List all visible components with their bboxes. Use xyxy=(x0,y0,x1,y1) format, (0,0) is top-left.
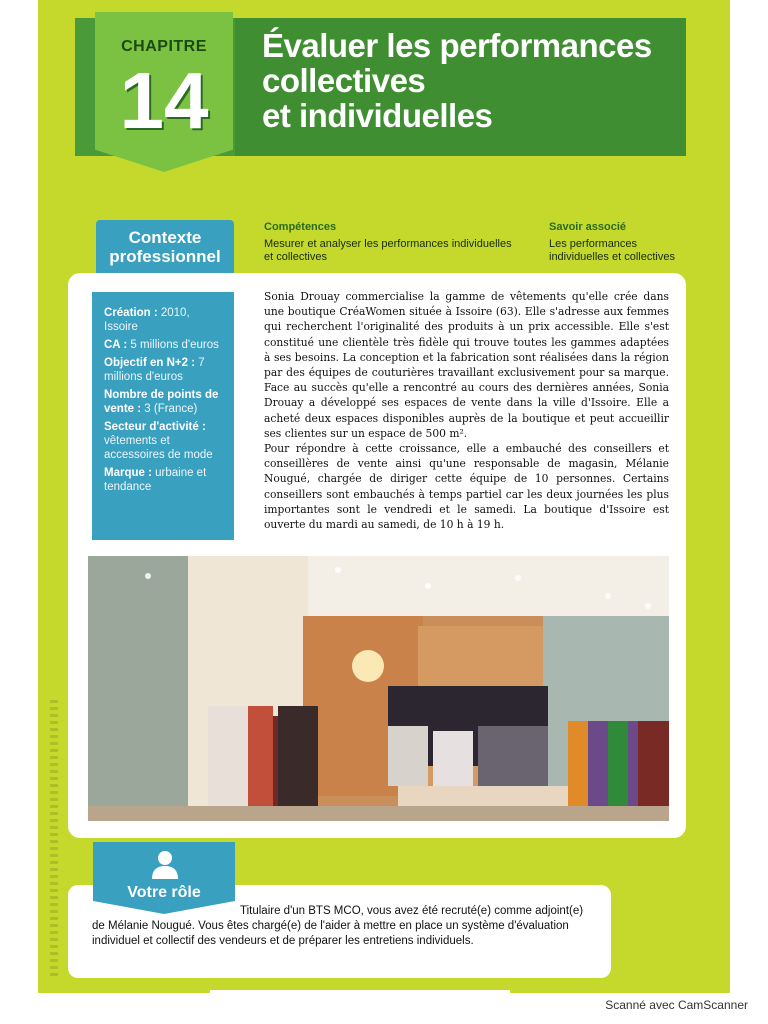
info-item xyxy=(104,356,226,384)
person-icon xyxy=(150,849,180,879)
info-item xyxy=(104,420,226,462)
info-value: urbaine et tendance xyxy=(104,467,207,493)
context-paragraph: Sonia Drouay commercialise la gamme de vêtements qu'elle crée dans une boutique CréaWomen située à Issoire (63). Elle s'adresse aux femmes qui recherchent l'originalité des produits à un prix accessible. Elle s'est constitué une clientèle très fidèle qui trouve toutes les gammes adaptées à ses besoins. La conception et la fabrication sont réalisées dans la région par des équipes de couturières travaillant exclusivement pour sa marque. Face au succès qu'elle a rencontré au cours des dernières années, Sonia Drouay a développé ses espaces de vente dans la ville d'Issoire. Elle a acheté deux espaces disponibles auprès de la boutique et peut accueillir ses clientes sur un espace de 500 m². xyxy=(264,290,669,440)
role-text-line: Titulaire d'un BTS MCO, vous avez été recruté(e) comme adjoint(e) xyxy=(240,905,584,917)
info-item xyxy=(104,388,226,416)
scanner-watermark: Scanné avec CamScanner xyxy=(605,998,748,1012)
chapter-title xyxy=(262,28,692,133)
chapter-title-line: Évaluer les performances xyxy=(262,27,652,64)
info-key: CA : xyxy=(104,339,128,351)
boutique-photo xyxy=(88,556,669,821)
savoir-text: individuelles et collectives xyxy=(549,251,675,263)
context-body-text xyxy=(264,289,669,532)
info-key: Création : xyxy=(104,307,158,319)
role-text-line: individuel et collectif des vendeurs et de préparer les entretiens individuels. xyxy=(92,935,474,947)
info-value: 2010, Issoire xyxy=(104,307,190,333)
savoir-heading: Savoir associé xyxy=(549,221,627,233)
context-tab xyxy=(96,220,234,278)
role-text xyxy=(92,904,592,949)
info-key: Nombre de points de vente : xyxy=(104,389,219,415)
chapter-title-line: collectives xyxy=(262,62,426,99)
savoir-block xyxy=(549,221,684,264)
info-key: Objectif en N+2 : xyxy=(104,357,196,369)
info-item xyxy=(104,338,226,352)
context-tab-line: professionnel xyxy=(109,247,221,266)
chapter-title-line: et individuelles xyxy=(262,97,493,134)
info-key: Marque : xyxy=(104,467,152,479)
info-value: 7 millions d'euros xyxy=(104,357,205,383)
context-paragraph: Pour répondre à cette croissance, elle a embauché des conseillers et conseillères de vente ainsi qu'une responsable de magasin, Mélanie Nougué, chargée de diriger cette équipe de 10 personnes. Certains conseillers sont embauchés à temps partiel car les deux journées les plus importantes sont le vendredi et le samedi. La boutique d'Issoire est ouverte du mardi au samedi, de 10 h à 19 h. xyxy=(264,442,669,532)
info-key: Secteur d'activité : xyxy=(104,421,206,433)
info-value: 3 (France) xyxy=(141,403,198,415)
competences-block xyxy=(264,221,524,264)
competences-heading: Compétences xyxy=(264,221,337,233)
context-tab-line: Contexte xyxy=(128,228,202,247)
info-item xyxy=(104,306,226,334)
competences-text: et collectives xyxy=(264,251,327,263)
info-value: vêtements et accessoires de mode xyxy=(104,435,213,461)
company-info-box xyxy=(92,292,234,540)
boutique-photo-illustration xyxy=(88,556,669,821)
savoir-text: Les performances xyxy=(549,238,638,250)
chapter-label: CHAPITRE xyxy=(121,38,207,55)
page-margin-mark xyxy=(50,700,58,980)
info-value: 5 millions d'euros xyxy=(127,339,219,351)
chapter-number: 14 xyxy=(119,56,209,145)
role-text-line: de Mélanie Nougué. Vous êtes chargé(e) de l'aider à mettre en place un système d'évaluation xyxy=(92,920,569,932)
role-label: Votre rôle xyxy=(127,884,201,901)
info-item xyxy=(104,466,226,494)
page-edge xyxy=(210,990,510,996)
competences-text: Mesurer et analyser les performances individuelles xyxy=(264,238,512,250)
